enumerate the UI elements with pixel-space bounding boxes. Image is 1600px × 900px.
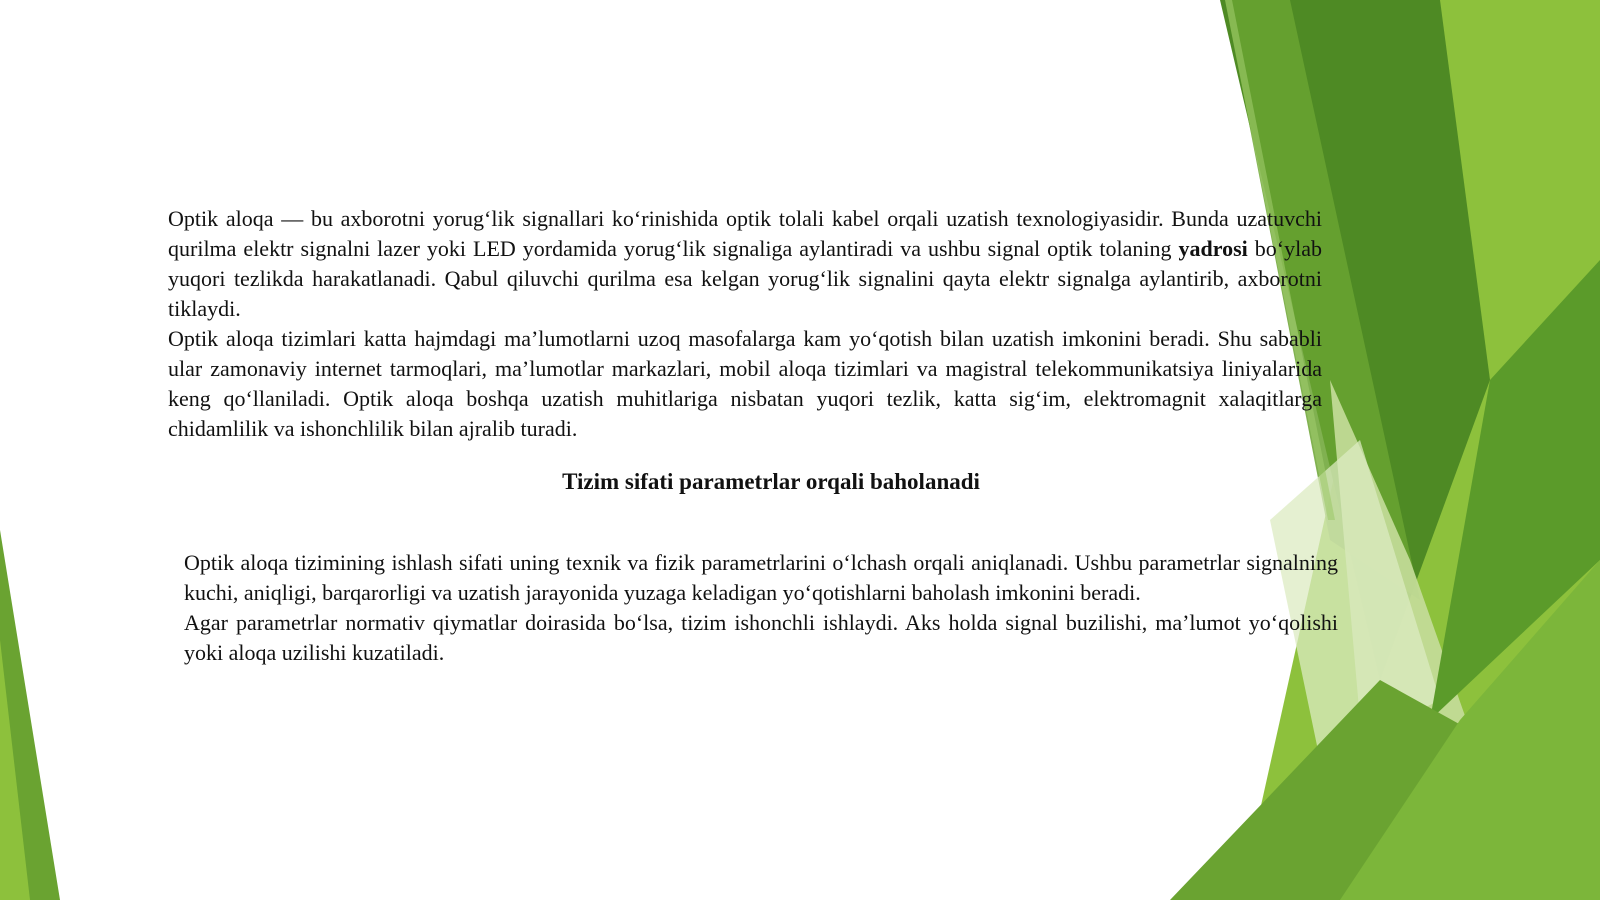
intro-paragraph-1 <box>168 204 1322 324</box>
intro-paragraph-1-part1: Optik aloqa — bu axborotni yorug‘lik signallari ko‘rinishida optik tolali kabel orqali uzatish texnologiyasidir. Bunda uzatuvchi qurilma elektr signalni lazer yoki LED yordamida yorug‘lik signaliga aylantiradi va ushbu signal optik tolaning <box>168 206 1322 261</box>
quality-paragraph-2: Agar parametrlar normativ qiymatlar doirasida bo‘lsa, tizim ishonchli ishlaydi. Aks holda signal buzilishi, ma’lumot yo‘qolishi yoki aloqa uzilishi kuzatiladi. <box>184 610 1338 665</box>
section-heading: Tizim sifati parametrlar orqali baholanadi <box>562 469 980 494</box>
quality-paragraph-1: Optik aloqa tizimining ishlash sifati uning texnik va fizik parametrlarini o‘lchash orqali aniqlanadi. Ushbu parametrlar signalning kuchi, aniqligi, barqarorligi va uzatish jarayonida yuzaga keladigan yo‘qotishlarni baholash imkonini beradi. <box>184 550 1338 605</box>
quality-text-block <box>184 548 1338 668</box>
intro-paragraph-1-part2: bo‘ylab yuqori tezlikda harakatlanadi. Qabul qiluvchi qurilma esa kelgan yorug‘lik signalini qayta elektr signalga aylantirib, axborotni tiklaydi. <box>168 236 1323 321</box>
intro-text-block <box>168 204 1322 444</box>
intro-paragraph-2: Optik aloqa tizimlari katta hajmdagi ma’lumotlarni uzoq masofalarga kam yo‘qotish bilan uzatish imkonini beradi. Shu sababli ular zamonaviy internet tarmoqlari, ma’lumotlar markazlari, mobil aloqa tizimlari va magistral telekommunikatsiya liniyalarida keng qo‘llaniladi. Optik aloqa boshqa uzatish muhitlariga nisbatan yuqori tezlik, katta sig‘im, elektromagnit xalaqitlarga chidamlilik va ishonchlilik bilan ajralib turadi. <box>168 326 1322 441</box>
bold-term-yadrosi: yadrosi <box>1178 236 1248 261</box>
